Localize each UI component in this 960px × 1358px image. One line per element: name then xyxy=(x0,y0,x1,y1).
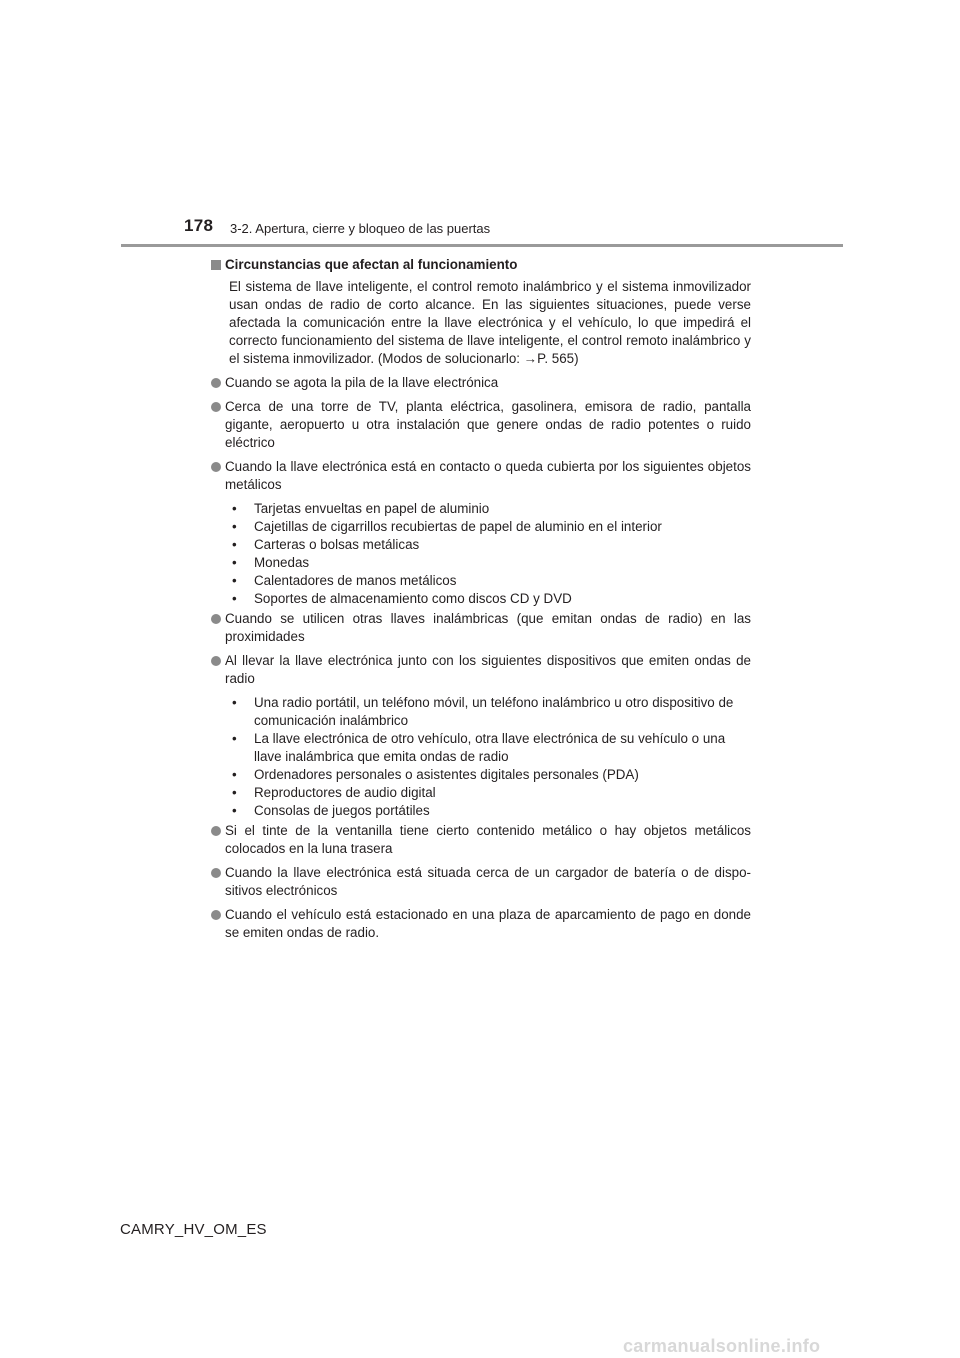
list-item-text: Si el tinte de la ventanilla tiene cierto contenido metálico o hay objetos metálicos colocados en la luna trasera xyxy=(225,823,751,856)
list-item xyxy=(211,906,751,942)
circle-bullet-icon xyxy=(211,656,221,666)
section-heading xyxy=(211,256,751,274)
intro-paragraph: El sistema de llave inteligente, el control remoto inalámbrico y el sistema inmovilizador usan ondas de radio de corto alcance. En las siguientes situaciones, puede verse afectada la comunicación entre la llave electrónica y el vehículo, lo que impedirá el correcto funcionamiento del sistema de llave inteligente, el control remoto inalámbrico y el sistema inmovilizador. (Modos de solucionarlo: →P. 565) xyxy=(229,279,751,366)
circle-bullet-icon xyxy=(211,614,221,624)
dot-marker: • xyxy=(232,501,237,516)
sub-list-item xyxy=(229,518,751,536)
dot-marker: • xyxy=(232,695,237,710)
list-item xyxy=(211,374,751,392)
sub-list-item-text: Ordenadores personales o asistentes digitales personales (PDA) xyxy=(254,767,639,782)
sub-list-item-text: Cajetillas de cigarrillos recubiertas de papel de aluminio en el interior xyxy=(254,519,662,534)
footer-code: CAMRY_HV_OM_ES xyxy=(120,1221,267,1238)
list-item xyxy=(211,610,751,646)
dot-marker: • xyxy=(232,591,237,606)
list-item xyxy=(211,822,751,858)
square-bullet-icon xyxy=(211,260,221,270)
sub-list-item xyxy=(229,536,751,554)
list-item xyxy=(211,864,751,900)
sub-list-item-text: Soportes de almacenamiento como discos CD y DVD xyxy=(254,591,572,606)
dot-marker: • xyxy=(232,767,237,782)
dot-marker: • xyxy=(232,785,237,800)
list-item xyxy=(211,398,751,452)
sub-list-item xyxy=(229,694,751,730)
sub-list-item xyxy=(229,500,751,518)
circle-bullet-icon xyxy=(211,910,221,920)
page-number: 178 xyxy=(184,216,214,235)
list-item-text: Cerca de una torre de TV, planta eléctrica, gasolinera, emisora de radio, pantalla gigante, aeropuerto u otra instalación que genere ondas de radio potentes o ruido eléctrico xyxy=(225,399,751,450)
list-item-text: Cuando el vehículo está estacionado en una plaza de aparcamiento de pago en donde se emiten ondas de radio. xyxy=(225,907,751,940)
sub-list-item-text: Una radio portátil, un teléfono móvil, un teléfono inalámbrico u otro dispositivo de comunicación inalámbrico xyxy=(254,695,734,728)
list-item-text: Cuando se agota la pila de la llave electrónica xyxy=(225,375,499,390)
sub-list-item-text: Reproductores de audio digital xyxy=(254,785,436,800)
sub-list-item-text: Consolas de juegos portátiles xyxy=(254,803,430,818)
sub-list-item xyxy=(229,784,751,802)
circle-bullet-icon xyxy=(211,378,221,388)
list-item xyxy=(211,652,751,688)
watermark: carmanualsonline.info xyxy=(623,1336,821,1356)
sub-list-item-text: Monedas xyxy=(254,555,310,570)
sub-list-item xyxy=(229,730,751,766)
list-item-text: Cuando la llave electrónica está en contacto o queda cubierta por los siguientes objetos metálicos xyxy=(225,459,751,492)
dot-marker: • xyxy=(232,573,237,588)
sub-list-item xyxy=(229,766,751,784)
radio-devices-list xyxy=(229,694,751,820)
sub-list-item xyxy=(229,554,751,572)
dot-marker: • xyxy=(232,537,237,552)
list-item xyxy=(211,458,751,494)
sub-list-item xyxy=(229,802,751,820)
list-item-text: Al llevar la llave electrónica junto con los siguientes dispositivos que emiten ondas de radio xyxy=(225,653,751,686)
dot-marker: • xyxy=(232,731,237,746)
list-item-text: Cuando la llave electrónica está situada cerca de un cargador de batería o de dispo-sitivos electrónicos xyxy=(225,865,751,898)
sub-list-item xyxy=(229,572,751,590)
sub-list-item-text: La llave electrónica de otro vehículo, otra llave electrónica de su vehículo o una llave inalámbrica que emita ondas de radio xyxy=(254,731,726,764)
sub-list-item xyxy=(229,590,751,608)
sub-list-item-text: Calentadores de manos metálicos xyxy=(254,573,457,588)
metal-objects-list xyxy=(229,500,751,608)
list-item-text: Cuando se utilicen otras llaves inalámbricas (que emitan ondas de radio) en las proximidades xyxy=(225,611,751,644)
circle-bullet-icon xyxy=(211,462,221,472)
dot-marker: • xyxy=(232,555,237,570)
header-rule xyxy=(121,244,843,247)
heading-text: Circunstancias que afectan al funcionamiento xyxy=(225,257,518,272)
sub-list-item-text: Carteras o bolsas metálicas xyxy=(254,537,420,552)
circle-bullet-icon xyxy=(211,868,221,878)
sub-list-item-text: Tarjetas envueltas en papel de aluminio xyxy=(254,501,490,516)
circle-bullet-icon xyxy=(211,826,221,836)
dot-marker: • xyxy=(232,803,237,818)
circle-bullet-icon xyxy=(211,402,221,412)
dot-marker: • xyxy=(232,519,237,534)
content xyxy=(211,256,751,948)
section-title: 3-2. Apertura, cierre y bloqueo de las puertas xyxy=(230,221,491,236)
